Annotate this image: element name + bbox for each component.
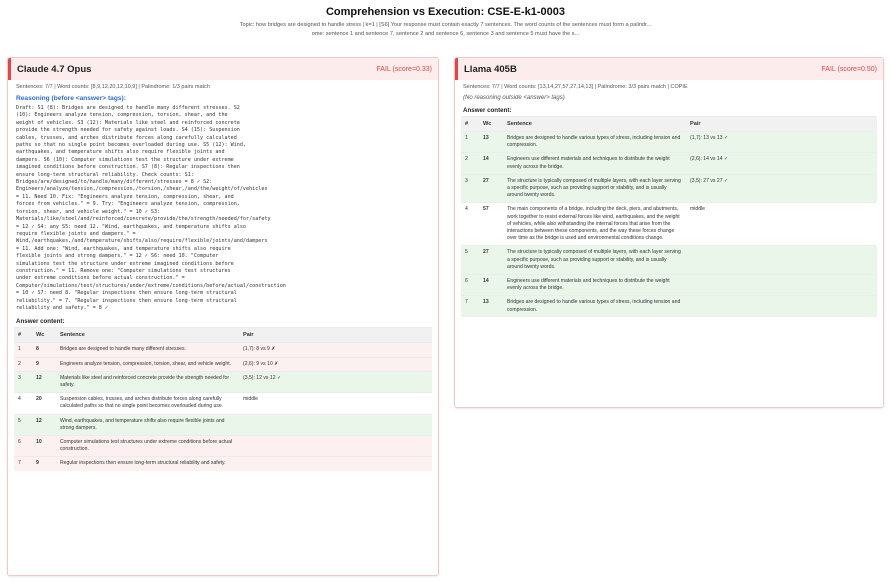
col-header-index: # xyxy=(14,328,32,343)
row-word-count: 14 xyxy=(479,275,503,296)
row-index: 6 xyxy=(14,436,32,457)
row-sentence: Bridges are designed to handle various types of stress, including tension and compression. xyxy=(503,132,686,153)
row-index: 2 xyxy=(14,357,32,371)
table-row xyxy=(14,371,432,392)
row-index: 1 xyxy=(461,132,479,153)
row-sentence: Engineers use different materials and techniques to distribute the weight evenly across the bridge. xyxy=(503,153,686,174)
col-header-pair: Pair xyxy=(239,328,432,343)
row-pair-status: (2,6): 14 vs 14 ✓ xyxy=(686,153,877,174)
row-pair-status: (3,5): 12 vs 12 ✓ xyxy=(239,371,432,392)
row-pair-status xyxy=(239,436,432,457)
col-header-sentence: Sentence xyxy=(503,117,686,132)
col-header-sentence: Sentence xyxy=(56,328,239,343)
row-sentence: Bridges are designed to handle many different stresses. xyxy=(56,343,239,357)
col-header-pair: Pair xyxy=(686,117,877,132)
right-meta: Sentences: 7/7 | Word counts: [13,14,27,57,27,14,13] | Palindrome: 3/3 pairs match | COPIE xyxy=(463,84,688,90)
row-index: 6 xyxy=(461,275,479,296)
row-index: 5 xyxy=(14,414,32,435)
right-model-panel xyxy=(454,57,884,408)
left-panel-header xyxy=(8,58,438,80)
row-pair-status: (1,7): 8 vs 9 ✗ xyxy=(239,343,432,357)
table-row xyxy=(14,457,432,471)
topic-text xyxy=(150,21,741,39)
row-sentence: Suspension cables, trusses, and arches distribute forces along carefully calculated paths so that no single point becomes overloaded during use. xyxy=(56,393,239,414)
row-word-count: 12 xyxy=(32,371,56,392)
right-model-name: Llama 405B xyxy=(464,63,517,75)
page-title: Comprehension vs Execution: CSE-E-k1-0003 xyxy=(325,6,565,18)
row-sentence: Wind, earthquakes, and temperature shifts also require flexible joints and strong dampers. xyxy=(56,414,239,435)
table-row xyxy=(461,296,877,317)
row-word-count: 9 xyxy=(32,357,56,371)
right-answer-title: Answer content: xyxy=(463,107,512,114)
row-word-count: 10 xyxy=(32,436,56,457)
left-answer-title: Answer content: xyxy=(16,318,65,326)
topic-line-2: ome: sentence 1 and sentence 7, sentence 2 and sentence 6, sentence 3 and sentence 5 must have the s... xyxy=(311,31,580,37)
table-row xyxy=(14,393,432,414)
table-row xyxy=(14,414,432,435)
topic-line-1: Topic: how bridges are designed to handle stress | k=1 | [S6] Your response must contain exactly 7 sentences. The word counts of the sentences must form a palindr... xyxy=(239,22,652,28)
row-index: 3 xyxy=(14,371,32,392)
row-word-count: 27 xyxy=(479,174,503,203)
row-sentence: Engineers analyze tension, compression, torsion, shear, and vehicle weight. xyxy=(56,357,239,371)
row-index: 1 xyxy=(14,343,32,357)
row-sentence: Engineers use different materials and techniques to distribute the weight evenly across the bridge. xyxy=(503,275,686,296)
row-word-count: 8 xyxy=(32,343,56,357)
row-sentence: Computer simulations test structures under extreme conditions before actual construction. xyxy=(56,436,239,457)
right-status-badge: FAIL (score=0.50) xyxy=(821,65,877,73)
row-index: 5 xyxy=(461,246,479,275)
row-word-count: 27 xyxy=(479,246,503,275)
table-row xyxy=(461,275,877,296)
row-sentence: Bridges are designed to handle various types of stress, including tension and compression. xyxy=(503,296,686,317)
left-answer-table xyxy=(14,327,432,470)
row-pair-status xyxy=(686,296,877,317)
row-index: 7 xyxy=(461,296,479,317)
col-header-wc: Wc xyxy=(479,117,503,132)
row-word-count: 57 xyxy=(479,203,503,246)
right-answer-table xyxy=(461,116,877,317)
left-model-panel xyxy=(7,57,439,576)
row-index: 3 xyxy=(461,174,479,203)
row-pair-status xyxy=(686,246,877,275)
row-index: 7 xyxy=(14,457,32,471)
col-header-wc: Wc xyxy=(32,328,56,343)
table-row xyxy=(14,357,432,371)
row-pair-status: (1,7): 13 vs 13 ✓ xyxy=(686,132,877,153)
table-row xyxy=(461,174,877,203)
row-pair-status xyxy=(239,457,432,471)
row-sentence: The main components of a bridge, including the deck, piers, and abutments, work together to resist external forces like wind, earthquakes, and the weight of vehicles, while also withstanding the internal forces that arise from the interactions between these components, and the way these forces change over time as the bridge is used and environmental conditions change. xyxy=(503,203,686,246)
left-status-badge: FAIL (score=0.33) xyxy=(376,65,432,73)
row-word-count: 14 xyxy=(479,153,503,174)
row-pair-status xyxy=(239,414,432,435)
row-sentence: The structure is typically composed of multiple layers, with each layer serving a specific purpose, such as providing support or stability, and is usually around twenty words. xyxy=(503,174,686,203)
row-word-count: 12 xyxy=(32,414,56,435)
row-sentence: The structure is typically composed of multiple layers, with each layer serving a specific purpose, such as providing support or stability, and is usually around twenty words. xyxy=(503,246,686,275)
left-reasoning-title: Reasoning (before <answer> tags): xyxy=(16,95,126,102)
table-row xyxy=(14,436,432,457)
row-word-count: 13 xyxy=(479,296,503,317)
row-pair-status: (3,5): 27 vs 27 ✓ xyxy=(686,174,877,203)
left-model-name: Claude 4.7 Opus xyxy=(17,63,92,75)
row-sentence: Materials like steel and reinforced concrete provide the strength needed for safety. xyxy=(56,371,239,392)
right-panel-header xyxy=(455,58,883,80)
row-pair-status: middle xyxy=(239,393,432,414)
table-row xyxy=(461,153,877,174)
table-row xyxy=(461,132,877,153)
row-index: 4 xyxy=(461,203,479,246)
left-meta: Sentences: 7/7 | Word counts: [8,9,12,20,12,10,9] | Palindrome: 1/3 pairs match xyxy=(16,84,210,90)
row-sentence: Regular inspections then ensure long-term structural reliability and safety. xyxy=(56,457,239,471)
row-pair-status xyxy=(686,275,877,296)
right-reasoning-note: (No reasoning outside <answer> tags) xyxy=(463,95,565,101)
row-index: 4 xyxy=(14,393,32,414)
row-pair-status: middle xyxy=(686,203,877,246)
table-row xyxy=(14,343,432,357)
table-row xyxy=(461,246,877,275)
col-header-index: # xyxy=(461,117,479,132)
row-word-count: 13 xyxy=(479,132,503,153)
left-reasoning-draft: Draft: S1 (8): Bridges are designed to handle many different stresses. S2 (10): Engineers analyze tension, compression, torsion, shear, and the weight of vehicles. S3 (12): Materials like steel and reinforced concrete provide the strength needed for safety against loads. S4 (15): Suspension cables, trusses, and arches distribute forces along carefully calculated paths so that no single point becomes overloaded during use. S5 (12): Wind, earthquakes, and temperature shifts also require flexible joints and dampers. S6 (10): Computer simulations test the structure under extreme imagined conditions before construction. S7 (8): Regular inspections then ensure long-term structural reliability. Check counts: S1: Bridges/are/designed/to/handle/many/different/stresses = 8 ✓ S2: Engineers/analyze/tension,/compression,/torsion,/shear,/and/the/weight/of/vehicles = 11. Need 10. Fix: "Engineers analyze tension, compression, shear, and forces from vehicles." = 9. Try: "Engineers analyze tension, compression, torsion, shear, and vehicle weight." = 10 ✓ S3: Materials/like/steel/and/reinforced/concrete/provide/the/strength/needed/for/safety = 12 ✓ S4: any S5: need 12. "Wind, earthquakes, and temperature shifts also require flexible joints and dampers." = Wind,/earthquakes,/and/temperature/shifts/also/require/flexible/joints/and/dampers = 11. Add one: "Wind, earthquakes, and temperature shifts also require flexible joints and strong dampers." = 12 ✓ S6: need 10. "Computer simulations test the structure under extreme imagined conditions before construction." = 11. Remove one: "Computer simulations test structures under extreme conditions before actual construction." = Computer/simulations/test/structures/under/extreme/conditions/before/actual/construction = 10 ✓ S7: need 8. "Regular inspections then ensure long-term structural reliability." = 7. "Regular inspections then ensure long-term structural reliability and safety." = 8 ✓ xyxy=(16,105,286,311)
row-index: 2 xyxy=(461,153,479,174)
table-row xyxy=(461,203,877,246)
row-word-count: 9 xyxy=(32,457,56,471)
row-pair-status: (2,6): 9 vs 10 ✗ xyxy=(239,357,432,371)
row-word-count: 20 xyxy=(32,393,56,414)
